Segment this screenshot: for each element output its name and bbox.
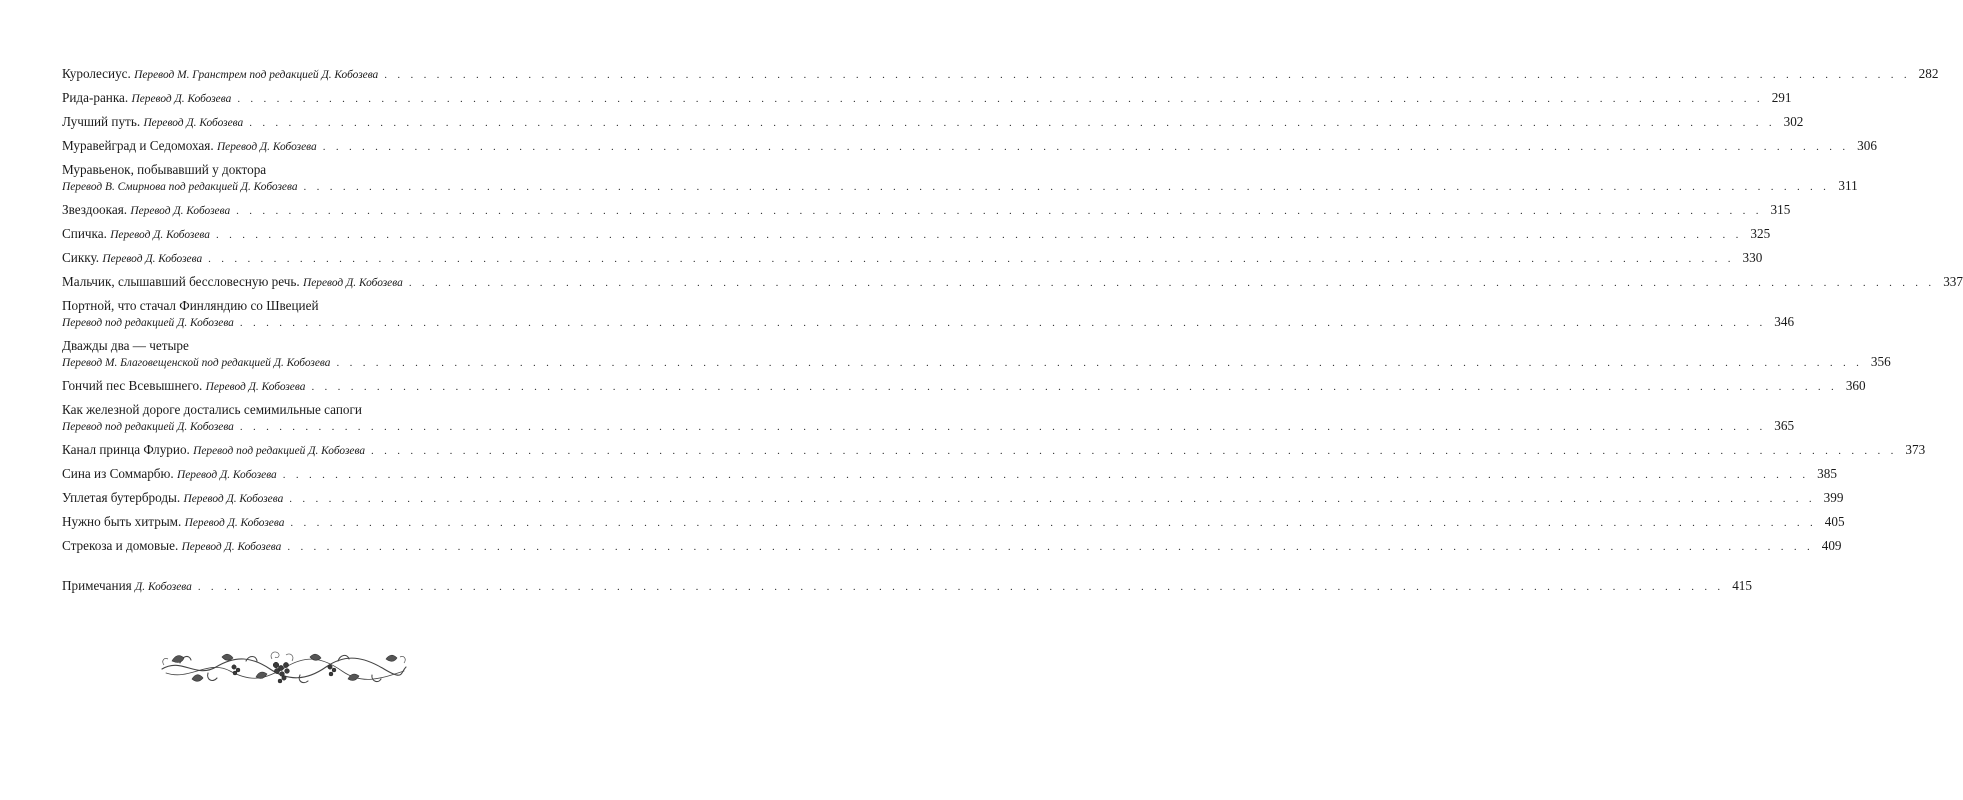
entry-translator: Перевод Д. Кобозева	[131, 93, 232, 105]
toc-entry	[62, 66, 1939, 83]
entry-title-line	[62, 114, 243, 131]
notes-author: Д. Кобозева	[135, 581, 192, 593]
toc-entry	[62, 138, 1877, 155]
entry-title: Лучший путь.	[62, 114, 141, 129]
entry-title: Нужно быть хитрым.	[62, 514, 182, 529]
entry-page-number: 325	[1750, 226, 1771, 241]
entry-translator: Перевод Д. Кобозева	[183, 493, 284, 505]
dot-leader	[283, 467, 1809, 483]
toc-entry	[62, 162, 1858, 195]
dot-leader	[198, 579, 1724, 595]
dot-leader	[240, 419, 1766, 435]
entry-page-number: 409	[1821, 538, 1842, 553]
entry-page-number: 405	[1824, 514, 1845, 529]
toc-entry	[62, 466, 1837, 483]
entry-page-number: 282	[1918, 66, 1939, 81]
entry-translator: Перевод Д. Кобозева	[184, 517, 285, 529]
dot-leader	[208, 251, 1734, 267]
entry-title: Гончий пес Всевышнего.	[62, 378, 203, 393]
entry-page-number: 360	[1845, 378, 1866, 393]
entry-page-number: 399	[1823, 490, 1844, 505]
entry-title-line	[62, 274, 403, 291]
dot-leader	[237, 91, 1763, 107]
toc-entry	[62, 250, 1763, 267]
dot-leader	[216, 227, 1742, 243]
toc-entry	[62, 114, 1804, 131]
entry-title: Стрекоза и домовые.	[62, 538, 179, 553]
entry-translator: Перевод М. Благовещенской под редакцией Д. Кобозева	[62, 357, 331, 369]
entry-title: Куролесиус.	[62, 66, 131, 81]
notes-title: Примечания	[62, 578, 132, 593]
entry-title-line	[62, 138, 317, 155]
toc-entry	[62, 226, 1771, 243]
toc-entry	[62, 202, 1791, 219]
entry-title: Портной, что стачал Финляндию со Швецией	[62, 298, 319, 313]
entry-title-line	[62, 466, 277, 483]
entry-translator: Перевод Д. Кобозева	[181, 541, 282, 553]
toc-entry	[62, 490, 1844, 507]
floral-vine-ornament-icon	[160, 643, 408, 691]
dot-leader	[289, 491, 1815, 507]
dot-leader	[371, 443, 1897, 459]
entry-page-number: 330	[1742, 250, 1763, 265]
dot-leader	[287, 539, 1813, 555]
entry-translator: Перевод Д. Кобозева	[216, 141, 317, 153]
entry-translator: Перевод Д. Кобозева	[110, 229, 210, 241]
entry-page-number: 291	[1771, 90, 1792, 105]
entry-translator: Перевод Д. Кобозева	[143, 117, 244, 129]
dot-leader	[323, 139, 1849, 155]
entry-translator: Перевод под редакцией Д. Кобозева	[193, 445, 366, 457]
entry-title: Рида-ранка.	[62, 90, 129, 105]
toc-entry	[62, 338, 1891, 371]
dot-leader	[249, 115, 1775, 131]
entry-page-number: 356	[1870, 354, 1891, 369]
entry-page-number: 365	[1774, 418, 1795, 433]
dot-leader	[337, 355, 1863, 371]
entry-title-line	[62, 378, 305, 395]
entry-title: Канал принца Флурио.	[62, 442, 190, 457]
toc-entry	[62, 442, 1926, 459]
table-of-contents	[62, 66, 1963, 602]
toc-entry	[62, 402, 1795, 435]
entry-title-line	[62, 250, 202, 267]
entry-title: Мальчик, слышавший бессловесную речь.	[62, 274, 300, 289]
notes-page-number: 415	[1732, 578, 1752, 593]
toc-entry	[62, 538, 1842, 555]
entry-title: Дважды два — четыре	[62, 338, 189, 353]
entry-title: Муравейград и Седомохая.	[62, 138, 214, 153]
entry-translator: Перевод под редакцией Д. Кобозева	[62, 421, 234, 433]
entry-page-number: 306	[1857, 138, 1877, 153]
dot-leader	[409, 275, 1935, 291]
entry-translator: Перевод В. Смирнова под редакцией Д. Кобозева	[62, 181, 298, 193]
dot-leader	[290, 515, 1816, 531]
toc-entry	[62, 378, 1866, 395]
entry-translator: Перевод Д. Кобозева	[176, 469, 277, 481]
entry-title-line	[62, 538, 281, 555]
entry-translator: Перевод Д. Кобозева	[102, 253, 203, 265]
entry-title: Как железной дороге достались семимильные сапоги	[62, 402, 362, 417]
entry-title-line	[62, 578, 192, 595]
entry-page-number: 315	[1770, 202, 1791, 217]
dot-leader	[240, 315, 1766, 331]
entry-page-number: 385	[1817, 466, 1837, 481]
toc-entry	[62, 298, 1795, 331]
entry-title-line	[62, 66, 378, 83]
entry-title: Сина из Соммарбю.	[62, 466, 174, 481]
entry-page-number: 337	[1943, 274, 1963, 289]
entry-translator: Перевод М. Гранстрем под редакцией Д. Кобозева	[134, 69, 379, 81]
entry-title: Спичка.	[62, 226, 107, 241]
toc-entry	[62, 514, 1845, 531]
dot-leader	[304, 179, 1830, 195]
entry-title-line	[62, 202, 230, 219]
notes-entry	[62, 578, 1752, 595]
dot-leader	[236, 203, 1762, 219]
dot-leader	[384, 67, 1910, 83]
toc-entry	[62, 274, 1963, 291]
entry-title-line	[62, 226, 210, 243]
entry-title: Сикку.	[62, 250, 100, 265]
entry-page-number: 373	[1905, 442, 1926, 457]
entry-translator: Перевод под редакцией Д. Кобозева	[62, 317, 234, 329]
entry-title-line	[62, 90, 231, 107]
entry-title-line	[62, 490, 283, 507]
toc-entry	[62, 90, 1792, 107]
entry-page-number: 346	[1774, 314, 1795, 329]
entry-page-number: 311	[1838, 178, 1858, 193]
entry-title: Уплетая бутерброды.	[62, 490, 181, 505]
entry-title-line	[62, 442, 365, 459]
entry-translator: Перевод Д. Кобозева	[205, 381, 306, 393]
entry-translator: Перевод Д. Кобозева	[130, 205, 231, 217]
entry-title: Муравьенок, побывавший у доктора	[62, 162, 267, 177]
entry-translator: Перевод Д. Кобозева	[303, 277, 403, 289]
entry-title-line	[62, 514, 284, 531]
entry-title: Звездоокая.	[62, 202, 128, 217]
entry-page-number: 302	[1783, 114, 1804, 129]
dot-leader	[311, 379, 1837, 395]
